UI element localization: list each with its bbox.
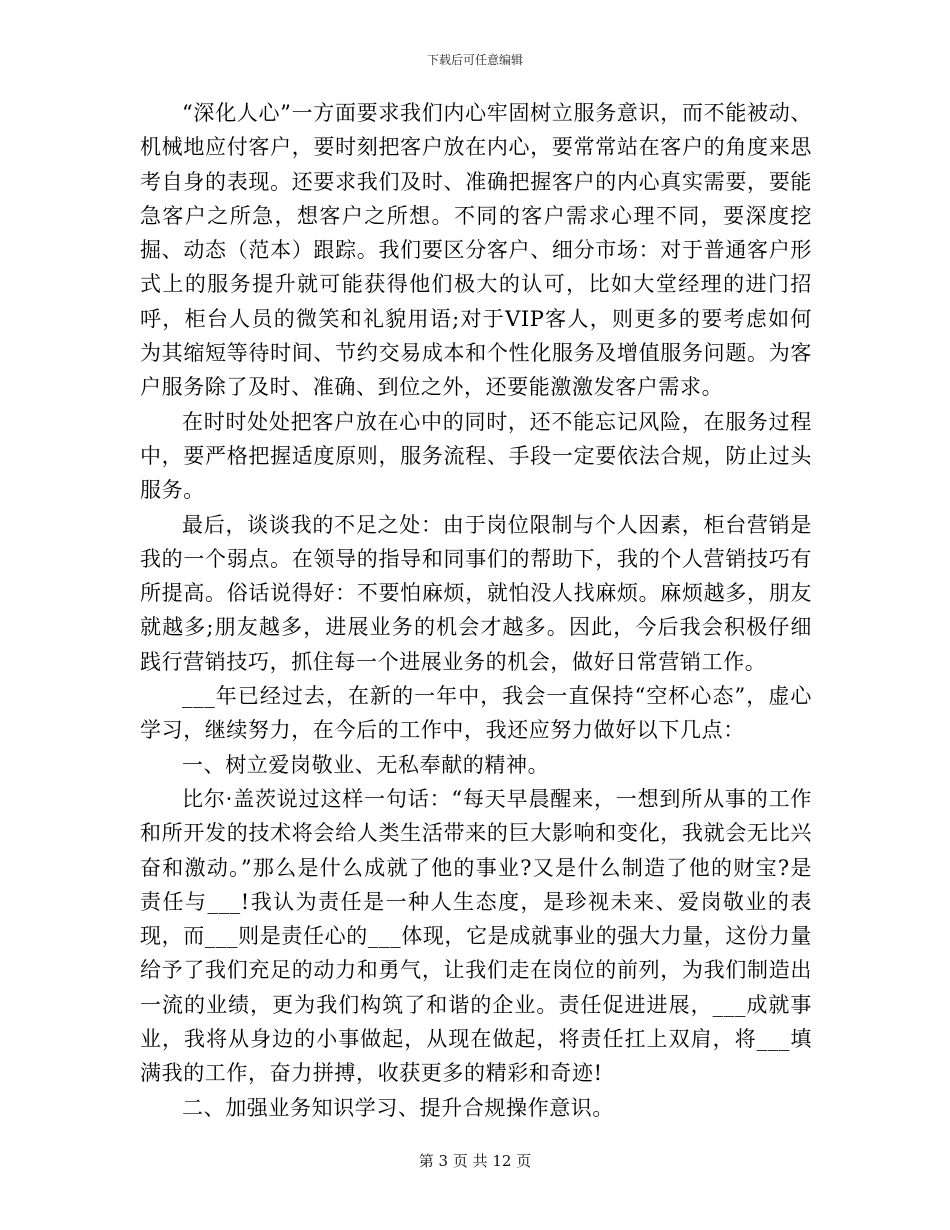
paragraph-new-year: ___年已经过去，在新的一年中，我会一直保持“空杯心态”，虚心学习，继续努力，在今后的工作中，我还应努力做好以下几点：: [140, 684, 812, 743]
paragraph-risk-control: 在时时处处把客户放在心中的同时，还不能忘记风险，在服务过程中，要严格把握适度原则，服务流程、手段一定要依法合规，防止过头服务。: [140, 409, 812, 503]
paragraph-shortcomings: 最后，谈谈我的不足之处：由于岗位限制与个人因素，柜台营销是我的一个弱点。在领导的指导和同事们的帮助下，我的个人营销技巧有所提高。俗话说得好：不要怕麻烦，就怕没人找麻烦。麻烦越多，朋友就越多;朋友越多，进展业务的机会才越多。因此，今后我会积极仔细践行营销技巧，抓住每一个进展业务的机会，做好日常营销工作。: [140, 512, 812, 674]
document-body: [140, 96, 812, 1125]
heading-point-two: 二、加强业务知识学习、提升合规操作意识。: [182, 1095, 614, 1120]
paragraph-responsibility: 比尔·盖茨说过这样一句话：“每天早晨醒来，一想到所从事的工作和所开发的技术将会给人类生活带来的巨大影响和变化，我就会无比兴奋和激动。”那么是什么成就了他的事业?又是什么制造了他的财宝?是责任与___!我认为责任是一种人生态度，是珍视未来、爱岗敬业的表现，而___则是责任心的___体现，它是成就事业的强大力量，这份力量给予了我们充足的动力和勇气，让我们走在岗位的前列，为我们制造出一流的业绩，更为我们构筑了和谐的企业。责任促进进展，___成就事业，我将从身边的小事做起，从现在做起，将责任扛上双肩，将___填满我的工作，奋力拼搏，收获更多的精彩和奇迹!: [140, 786, 812, 1086]
heading-point-one: 一、树立爱岗敬业、无私奉献的精神。: [182, 752, 550, 777]
page-number: 第 3 页 共 12 页: [418, 1152, 532, 1170]
paragraph-customer-service: “深化人心”一方面要求我们内心牢固树立服务意识，而不能被动、机械地应付客户，要时刻把客户放在内心，要常常站在客户的角度来思考自身的表现。还要求我们及时、准确把握客户的内心真实需要，要能急客户之所急，想客户之所想。不同的客户需求心理不同，要深度挖掘、动态（范本）跟踪。我们要区分客户、细分市场：对于普通客户形式上的服务提升就可能获得他们极大的认可，比如大堂经理的进门招呼，柜台人员的微笑和礼貌用语;对于VIP客人，则更多的要考虑如何为其缩短等待时间、节约交易成本和个性化服务及增值服务问题。为客户服务除了及时、准确、到位之外，还要能激激发客户需求。: [140, 101, 812, 400]
page-header: 下载后可任意编辑: [426, 53, 523, 67]
